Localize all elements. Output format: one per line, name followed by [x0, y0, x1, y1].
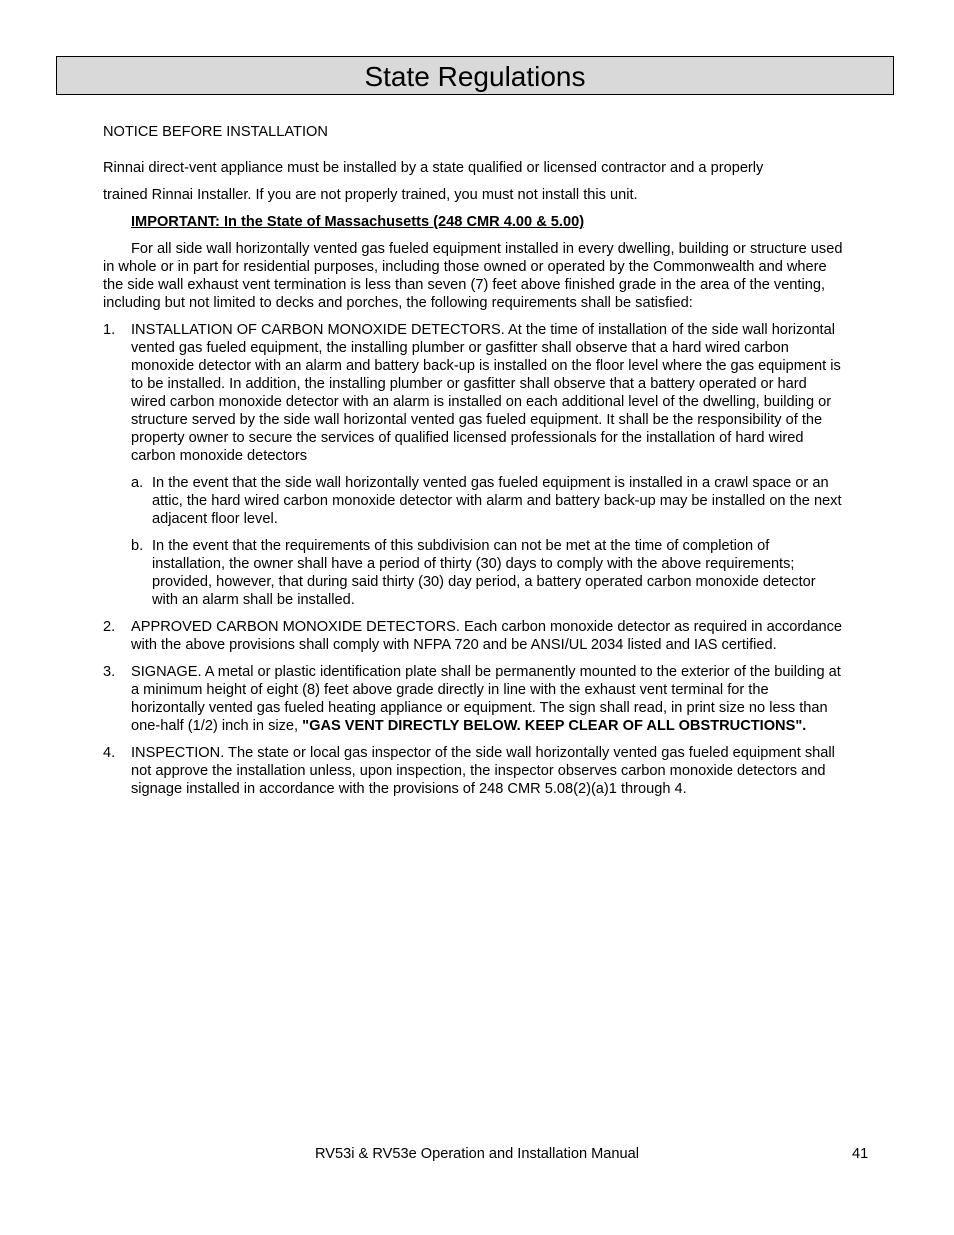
- title-banner: [56, 56, 894, 95]
- list-item-1: [103, 321, 843, 609]
- list-item-text-container: [131, 663, 843, 735]
- sub-item-letter: b.: [131, 538, 144, 554]
- important-heading: IMPORTANT: In the State of Massachusetts (248 CMR 4.00 & 5.00): [131, 214, 585, 230]
- list-item-number: 3.: [103, 664, 116, 680]
- sub-item-a: [131, 474, 843, 528]
- list-item-number: 1.: [103, 322, 116, 338]
- list-item-2: [103, 618, 843, 654]
- sub-item-letter: a.: [131, 475, 144, 491]
- list-item-3: [103, 663, 843, 735]
- list-item-text: INSTALLATION OF CARBON MONOXIDE DETECTORS. At the time of installation of the side wall horizontal vented gas fueled equipment, the installing plumber or gasfitter shall observe that a hard wired carbon monoxide detector with an alarm and battery back-up is installed on the floor level where the gas equipment is to be installed. In addition, the installing plumber or gasfitter shall observe that a battery operated or hard wired carbon monoxide detector with an alarm is installed on each additional level of the dwelling, building or structure served by the side wall horizontal vented gas fueled equipment. It shall be the responsibility of the property owner to secure the services of qualified licensed professionals for the installation of hard wired carbon monoxide detectors: [131, 322, 841, 464]
- footer-manual-title: RV53i & RV53e Operation and Installation Manual: [315, 1146, 639, 1162]
- footer-page-number: 41: [852, 1146, 869, 1162]
- intro-line-2: trained Rinnai Installer. If you are not properly trained, you must not install this unit.: [103, 187, 638, 203]
- sub-item-b: [131, 537, 843, 609]
- list-item-number: 4.: [103, 745, 116, 761]
- document-body: [103, 123, 843, 807]
- sub-item-text: In the event that the requirements of this subdivision can not be met at the time of completion of installation, the owner shall have a period of thirty (30) days to comply with the above requirements; provided, however, that during said thirty (30) day period, a battery operated carbon monoxide detector with an alarm shall be installed.: [152, 538, 816, 608]
- main-paragraph: For all side wall horizontally vented gas fueled equipment installed in every dwelling, building or structure used in whole or in part for residential purposes, including those owned or operated by the Commonwealth and where the side wall exhaust vent termination is less than seven (7) feet above finished grade in the area of the venting, including but not limited to decks and porches, the following requirements shall be satisfied:: [103, 241, 843, 311]
- page-title: State Regulations: [364, 60, 586, 92]
- list-item-4: [103, 744, 843, 798]
- intro-line-1: Rinnai direct-vent appliance must be installed by a state qualified or licensed contractor and a properly: [103, 160, 764, 176]
- list-item-number: 2.: [103, 619, 116, 635]
- sub-item-text: In the event that the side wall horizontally vented gas fueled equipment is installed in a crawl space or an attic, the hard wired carbon monoxide detector with alarm and battery back-up may be installed on the next adjacent floor level.: [152, 475, 842, 527]
- list-item-text: INSPECTION. The state or local gas inspector of the side wall horizontally vented gas fueled equipment shall not approve the installation unless, upon inspection, the inspector observes carbon monoxide detectors and signage installed in accordance with the provisions of 248 CMR 5.08(2)(a)1 through 4.: [131, 745, 835, 797]
- list-item-text: APPROVED CARBON MONOXIDE DETECTORS. Each carbon monoxide detector as required in accordance with the above provisions shall comply with NFPA 720 and be ANSI/UL 2034 listed and IAS certified.: [131, 619, 843, 653]
- sign-wording: "GAS VENT DIRECTLY BELOW. KEEP CLEAR OF ALL OBSTRUCTIONS".: [302, 718, 807, 734]
- notice-heading: NOTICE BEFORE INSTALLATION: [103, 124, 328, 140]
- list-item-text: SIGNAGE. A metal or plastic identification plate shall be permanently mounted to the exterior of the building at a minimum height of eight (8) feet above grade directly in line with the exhaust vent terminal for the horizontally vented gas fueled heating appliance or equipment. The sign shall read, in print size no less than one-half (1/2) inch in size,: [131, 664, 841, 734]
